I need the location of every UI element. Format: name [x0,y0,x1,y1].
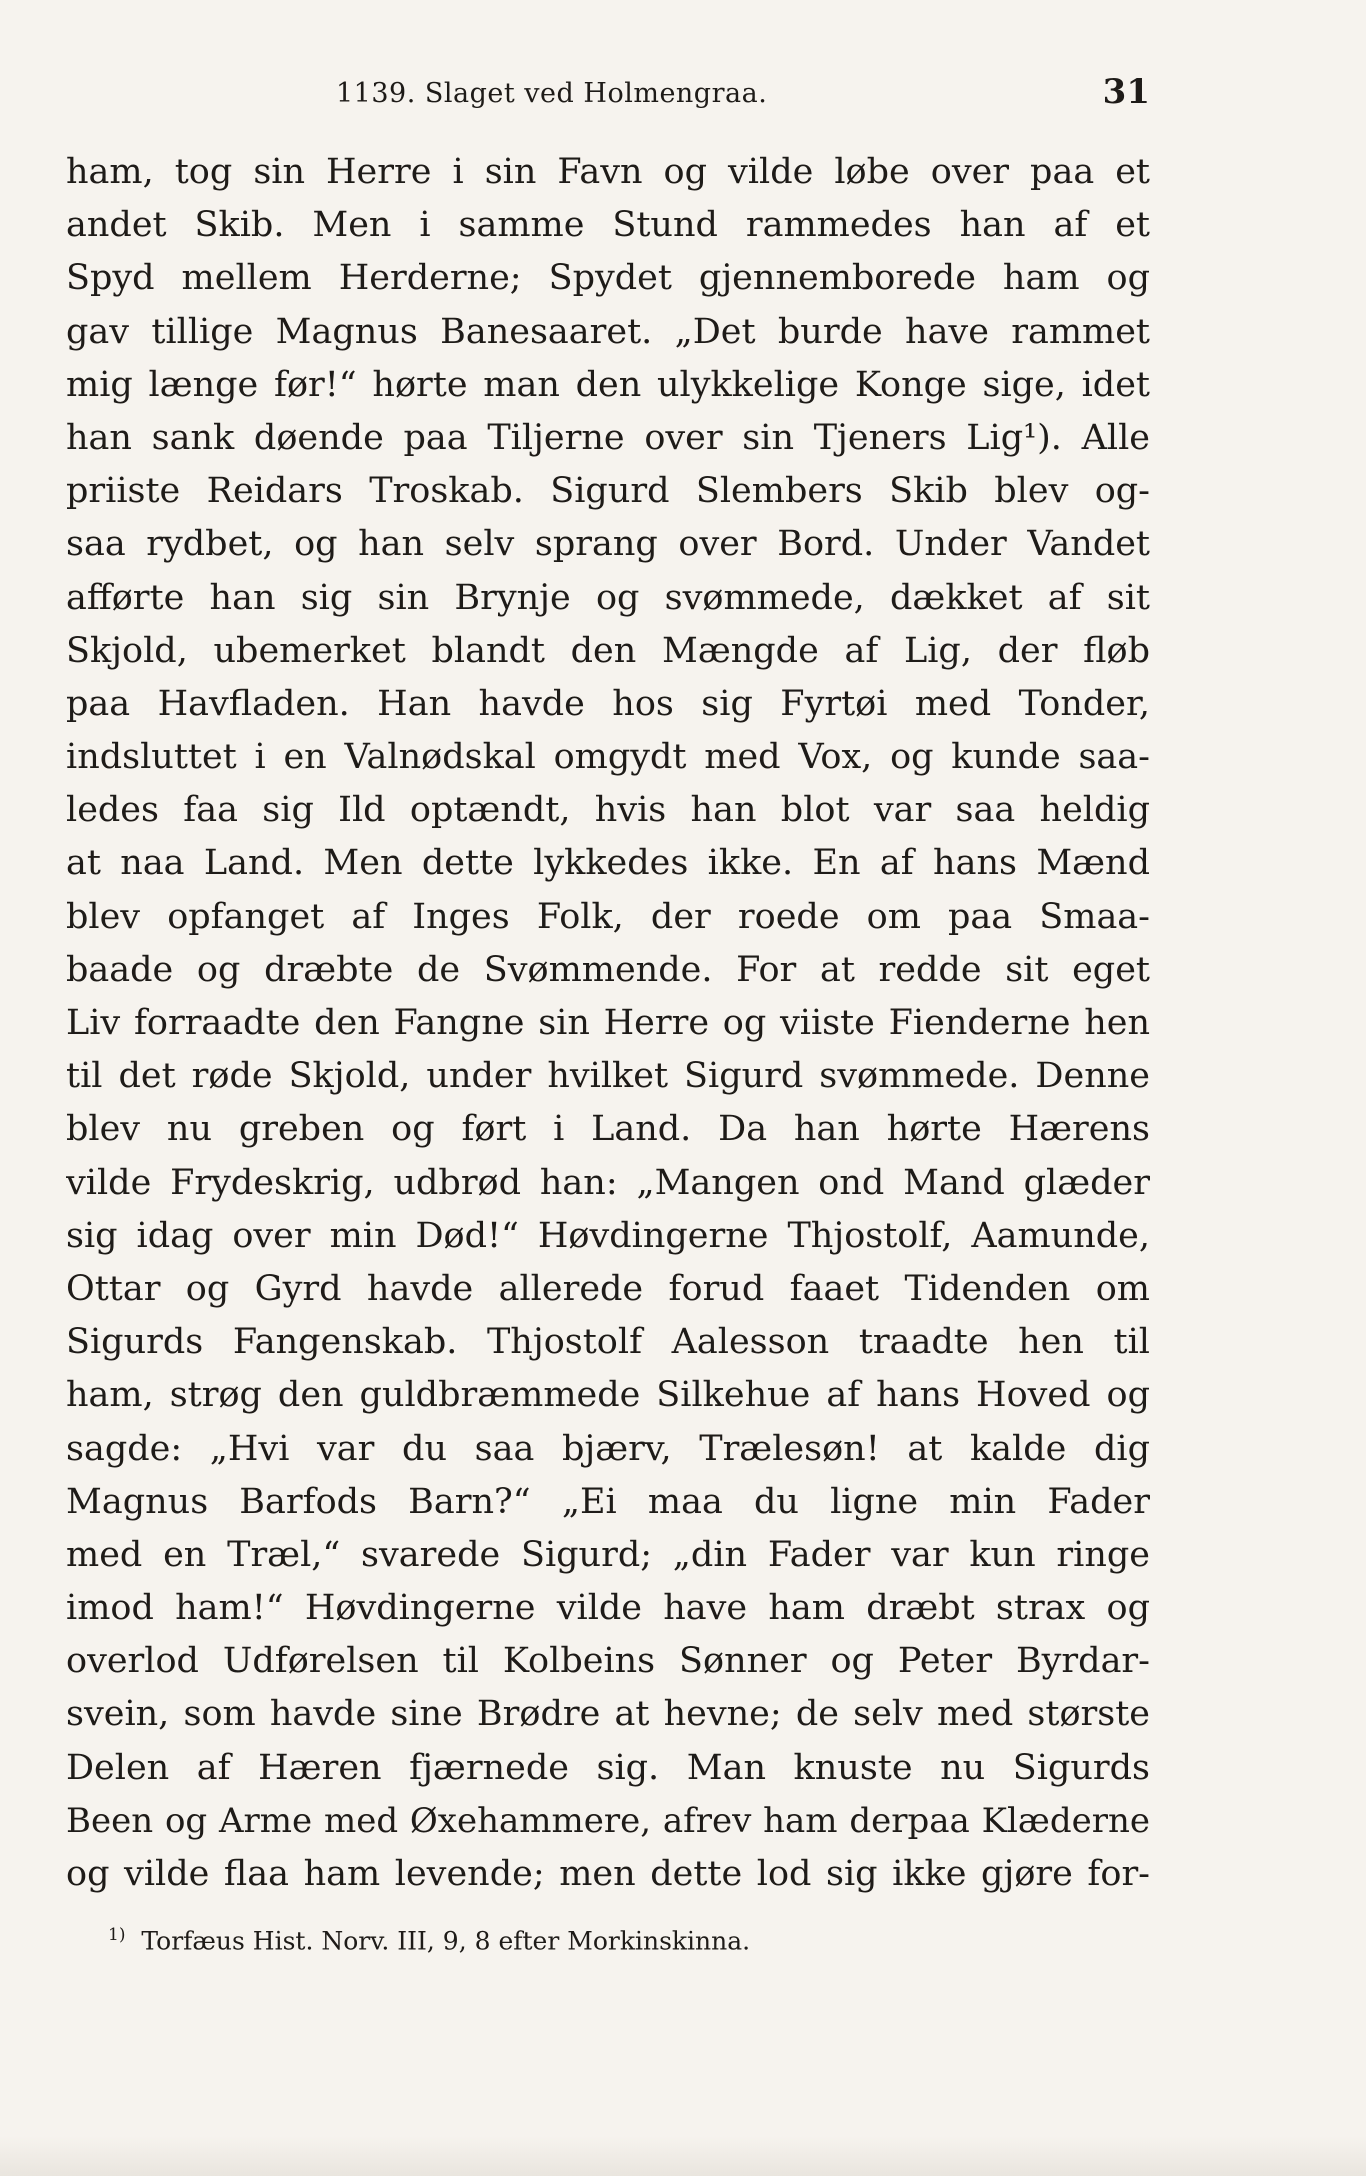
text-line: Liv forraadte den Fangne sin Herre og viiste Fienderne hen [66,1003,1150,1043]
text-line: andet Skib. Men i samme Stund rammedes han af et [66,205,1150,246]
text-line: Spyd mellem Herderne; Spydet gjennemborede ham og [66,258,1150,299]
text-line: til det røde Skjold, under hvilket Sigurd svømmede. Denne [66,1056,1150,1097]
text-line: han sank døende paa Tiljerne over sin Tjeners Lig¹). Alle [66,417,1150,458]
text-line: blev opfanget af Inges Folk, der roede om paa Smaa- [66,896,1150,937]
text-line: mig længe før!“ hørte man den ulykkelige Konge sige, idet [66,364,1150,405]
text-line: baade og dræbte de Svømmende. For at redde sit eget [66,949,1150,990]
body-text [66,146,1150,1901]
text-line: saa rydbet, og han selv sprang over Bord. Under Vandet [66,524,1150,565]
text-line: og vilde flaa ham levende; men dette lod sig ikke gjøre for- [66,1854,1150,1894]
text-line: Been og Arme med Øxehammere, afrev ham derpaa Klæderne [66,1800,1150,1841]
text-line: sagde: „Hvi var du saa bjærv, Trælesøn! at kalde dig [66,1428,1150,1469]
text-line: med en Træl,“ svarede Sigurd; „din Fader var kun ringe [66,1534,1150,1575]
text-line: Ottar og Gyrd havde allerede forud faaet Tidenden om [66,1268,1150,1309]
page-edge-shadow [0,2136,1366,2176]
text-line: overlod Udførelsen til Kolbeins Sønner og Peter Byrdar- [66,1641,1150,1682]
text-line: svein, som havde sine Brødre at hevne; de selv med største [66,1694,1150,1735]
text-line: Magnus Barfods Barn?“ „Ei maa du ligne min Fader [66,1481,1150,1522]
text-line: indsluttet i en Valnødskal omgydt med Vox, og kunde saa- [66,737,1150,778]
text-line: Skjold, ubemerket blandt den Mængde af Lig, der fløb [66,630,1150,671]
text-line: Delen af Hæren fjærnede sig. Man knuste nu Sigurds [66,1747,1150,1788]
footnote-text: Torfæus Hist. Norv. III, 9, 8 efter Morkinskinna. [141,1926,751,1956]
footnote-mark: 1) [108,1925,126,1945]
text-line: paa Havfladen. Han havde hos sig Fyrtøi med Tonder, [66,683,1150,724]
text-line: at naa Land. Men dette lykkedes ikke. En af hans Mænd [66,843,1150,884]
page-number: 31 [1102,72,1150,112]
text-line: afførte han sig sin Brynje og svømmede, dækket af sit [66,577,1150,618]
footnote [108,1925,750,1955]
chapter-heading: 1139. Slaget ved Holmengraa. [336,78,768,109]
text-line: gav tillige Magnus Banesaaret. „Det burde have rammet [66,311,1150,352]
text-line: ledes faa sig Ild optændt, hvis han blot var saa heldig [66,790,1150,831]
running-head [66,72,1150,122]
text-line: Sigurds Fangenskab. Thjostolf Aalesson traadte hen til [66,1322,1150,1363]
text-line: vilde Frydeskrig, udbrød han: „Mangen ond Mand glæder [66,1162,1150,1203]
text-line: blev nu greben og ført i Land. Da han hørte Hærens [66,1109,1150,1150]
text-line: priiste Reidars Troskab. Sigurd Slembers Skib blev og- [66,471,1150,512]
text-line: imod ham!“ Høvdingerne vilde have ham dræbt strax og [66,1588,1150,1629]
text-line: sig idag over min Død!“ Høvdingerne Thjostolf, Aamunde, [66,1215,1150,1256]
text-line: ham, strøg den guldbræmmede Silkehue af hans Hoved og [66,1375,1150,1416]
text-line: ham, tog sin Herre i sin Favn og vilde løbe over paa et [66,152,1150,192]
